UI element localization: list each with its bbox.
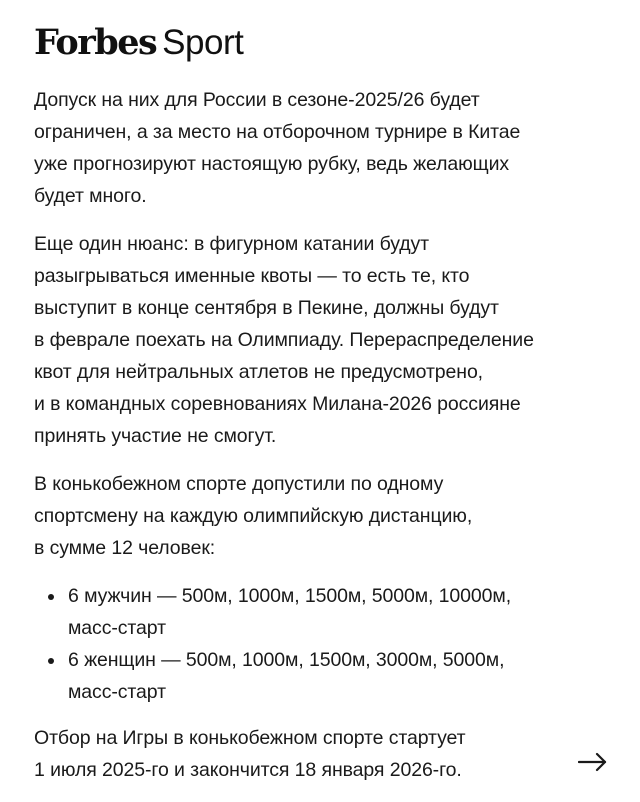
- text-line: и в командных соревнованиях Милана-2026 россияне: [34, 393, 521, 415]
- paragraph-2: [34, 228, 614, 452]
- paragraph-3: [34, 468, 614, 564]
- text-line: разыгрываться именные квоты — то есть те, кто: [34, 265, 470, 287]
- text-line: 1 июля 2025-го и закончится 18 января 2026-го.: [34, 759, 462, 781]
- text-line: выступит в конце сентября в Пекине, должны будут: [34, 297, 499, 319]
- text-line: принять участие не смогут.: [34, 425, 277, 447]
- arrow-right-icon: [578, 748, 608, 776]
- logo-section: Sport: [162, 23, 244, 62]
- text-line: ограничен, а за место на отборочном турнире в Китае: [34, 121, 521, 143]
- text-line: Еще один нюанс: в фигурном катании будут: [34, 233, 430, 255]
- text-line: в феврале поехать на Олимпиаду. Перераспределение: [34, 329, 534, 351]
- text-line: 6 мужчин — 500м, 1000м, 1500м, 5000м, 10000м,: [68, 585, 512, 607]
- logo-brand: Forbes: [34, 22, 157, 63]
- text-line: квот для нейтральных атлетов не предусмотрено,: [34, 361, 484, 383]
- text-line: будет много.: [34, 185, 147, 207]
- next-page-button[interactable]: [578, 748, 608, 776]
- text-line: Допуск на них для России в сезоне-2025/26 будет: [34, 89, 480, 111]
- text-line: масс-старт: [68, 617, 166, 639]
- text-line: масс-старт: [68, 681, 166, 703]
- article-page: [34, 22, 614, 802]
- text-line: В конькобежном спорте допустили по одному: [34, 473, 444, 495]
- distances-list: [34, 580, 614, 708]
- text-line: Отбор на Игры в конькобежном спорте стартует: [34, 727, 466, 749]
- text-line: спортсмену на каждую олимпийскую дистанцию,: [34, 505, 473, 527]
- list-item-men: [34, 580, 614, 644]
- paragraph-4: [34, 722, 614, 786]
- text-line: уже прогнозируют настоящую рубку, ведь желающих: [34, 153, 510, 175]
- paragraph-1: [34, 84, 614, 212]
- text-line: в сумме 12 человек:: [34, 537, 216, 559]
- forbes-sport-logo: [34, 22, 614, 66]
- text-line: 6 женщин — 500м, 1000м, 1500м, 3000м, 5000м,: [68, 649, 505, 671]
- list-item-women: [34, 644, 614, 708]
